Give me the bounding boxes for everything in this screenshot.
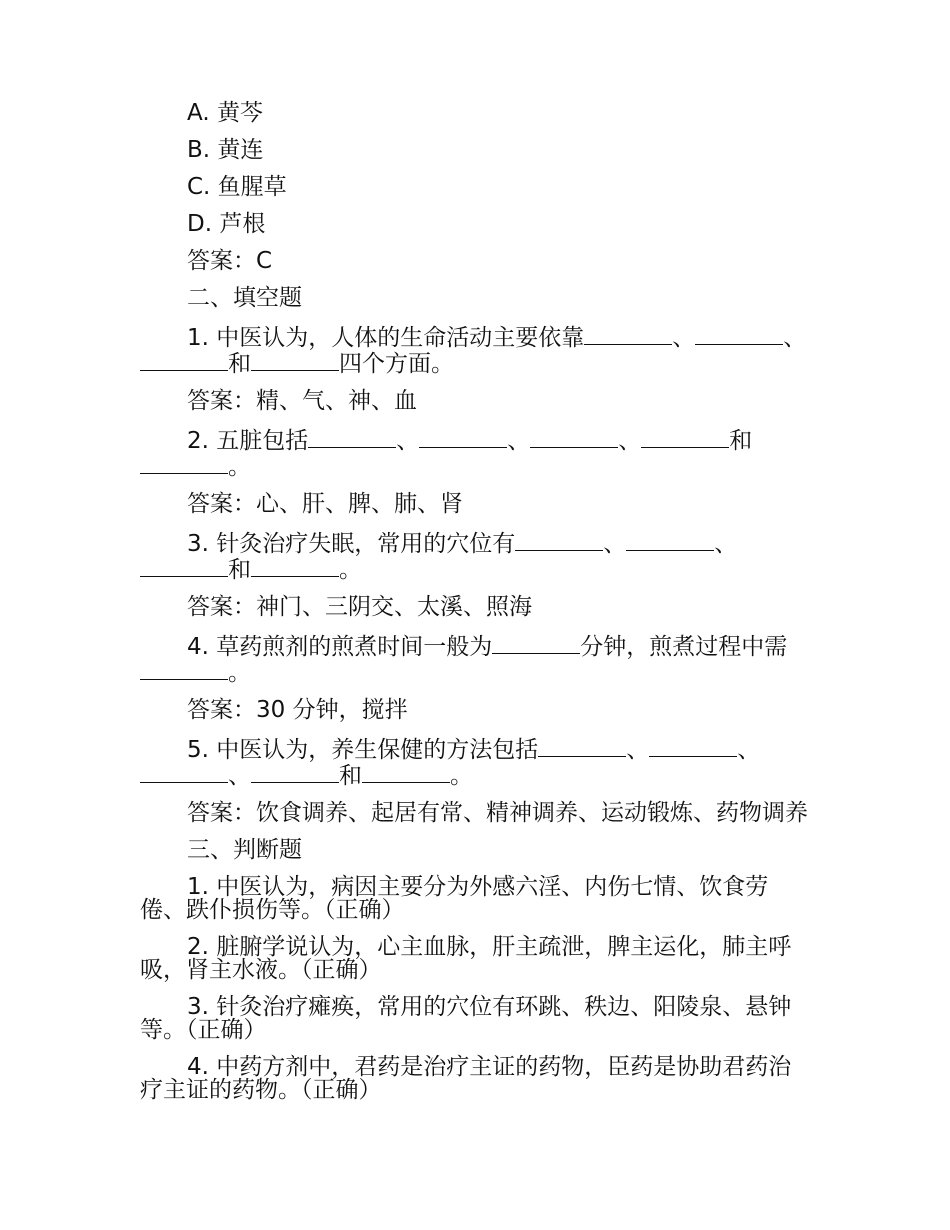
fill-answer-1: 答案：精、气、神、血 bbox=[187, 388, 417, 414]
blank[interactable] bbox=[362, 762, 450, 783]
fill-question-5: 5. 中医认为，养生保健的方法包括 、 、、 和 。 bbox=[140, 736, 812, 788]
blank[interactable] bbox=[492, 633, 580, 654]
blank[interactable] bbox=[626, 530, 714, 551]
blank[interactable] bbox=[641, 427, 729, 448]
blank[interactable] bbox=[308, 427, 396, 448]
blank[interactable] bbox=[251, 556, 339, 577]
blank[interactable] bbox=[649, 736, 737, 757]
option-b: B. 黄连 bbox=[187, 137, 264, 163]
section-title-judge: 三、判断题 bbox=[187, 837, 302, 863]
blank[interactable] bbox=[530, 427, 618, 448]
option-a: A. 黄芩 bbox=[187, 100, 263, 126]
blank[interactable] bbox=[251, 350, 339, 371]
section-title-fill: 二、填空题 bbox=[187, 285, 302, 311]
blank[interactable] bbox=[419, 427, 507, 448]
blank[interactable] bbox=[140, 350, 228, 371]
fill-question-3: 3. 针灸治疗失眠，常用的穴位有 、 、和 。 bbox=[140, 530, 812, 582]
fill-answer-5: 答案：饮食调养、起居有常、精神调养、运动锻炼、药物调养 bbox=[187, 800, 808, 826]
judge-item-3: 3. 针灸治疗瘫痪，常用的穴位有环跳、秩边、阳陵泉、悬钟等。（正确） bbox=[140, 994, 792, 1043]
blank[interactable] bbox=[140, 762, 228, 783]
blank[interactable] bbox=[140, 556, 228, 577]
answer-mc: 答案：C bbox=[187, 248, 273, 274]
fill-question-2: 2. 五脏包括 、 、 、 和。 bbox=[140, 427, 812, 479]
judge-item-4: 4. 中药方剂中，君药是治疗主证的药物，臣药是协助君药治疗主证的药物。（正确） bbox=[140, 1054, 792, 1103]
blank[interactable] bbox=[251, 762, 339, 783]
blank[interactable] bbox=[515, 530, 603, 551]
option-c: C. 鱼腥草 bbox=[187, 174, 287, 200]
document-page bbox=[140, 102, 812, 1102]
option-d: D. 芦根 bbox=[187, 211, 266, 237]
blank[interactable] bbox=[140, 659, 228, 680]
blank[interactable] bbox=[140, 453, 228, 474]
fill-answer-3: 答案：神门、三阴交、太溪、照海 bbox=[187, 594, 532, 620]
fill-answer-2: 答案：心、肝、脾、肺、肾 bbox=[187, 491, 463, 517]
fill-answer-4: 答案：30 分钟，搅拌 bbox=[187, 697, 408, 723]
judge-item-1: 1. 中医认为，病因主要分为外感六淫、内伤七情、饮食劳倦、跌仆损伤等。（正确） bbox=[140, 874, 769, 923]
blank[interactable] bbox=[695, 324, 783, 345]
judge-item-2: 2. 脏腑学说认为，心主血脉，肝主疏泄，脾主运化，肺主呼吸，肾主水液。（正确） bbox=[140, 934, 792, 983]
blank[interactable] bbox=[538, 736, 626, 757]
fill-question-1: 1. 中医认为，人体的生命活动主要依靠 、 、和 四个方面。 bbox=[140, 324, 812, 376]
blank[interactable] bbox=[584, 324, 672, 345]
fill-question-4: 4. 草药煎剂的煎煮时间一般为 分钟，煎煮过程中需。 bbox=[140, 633, 812, 685]
